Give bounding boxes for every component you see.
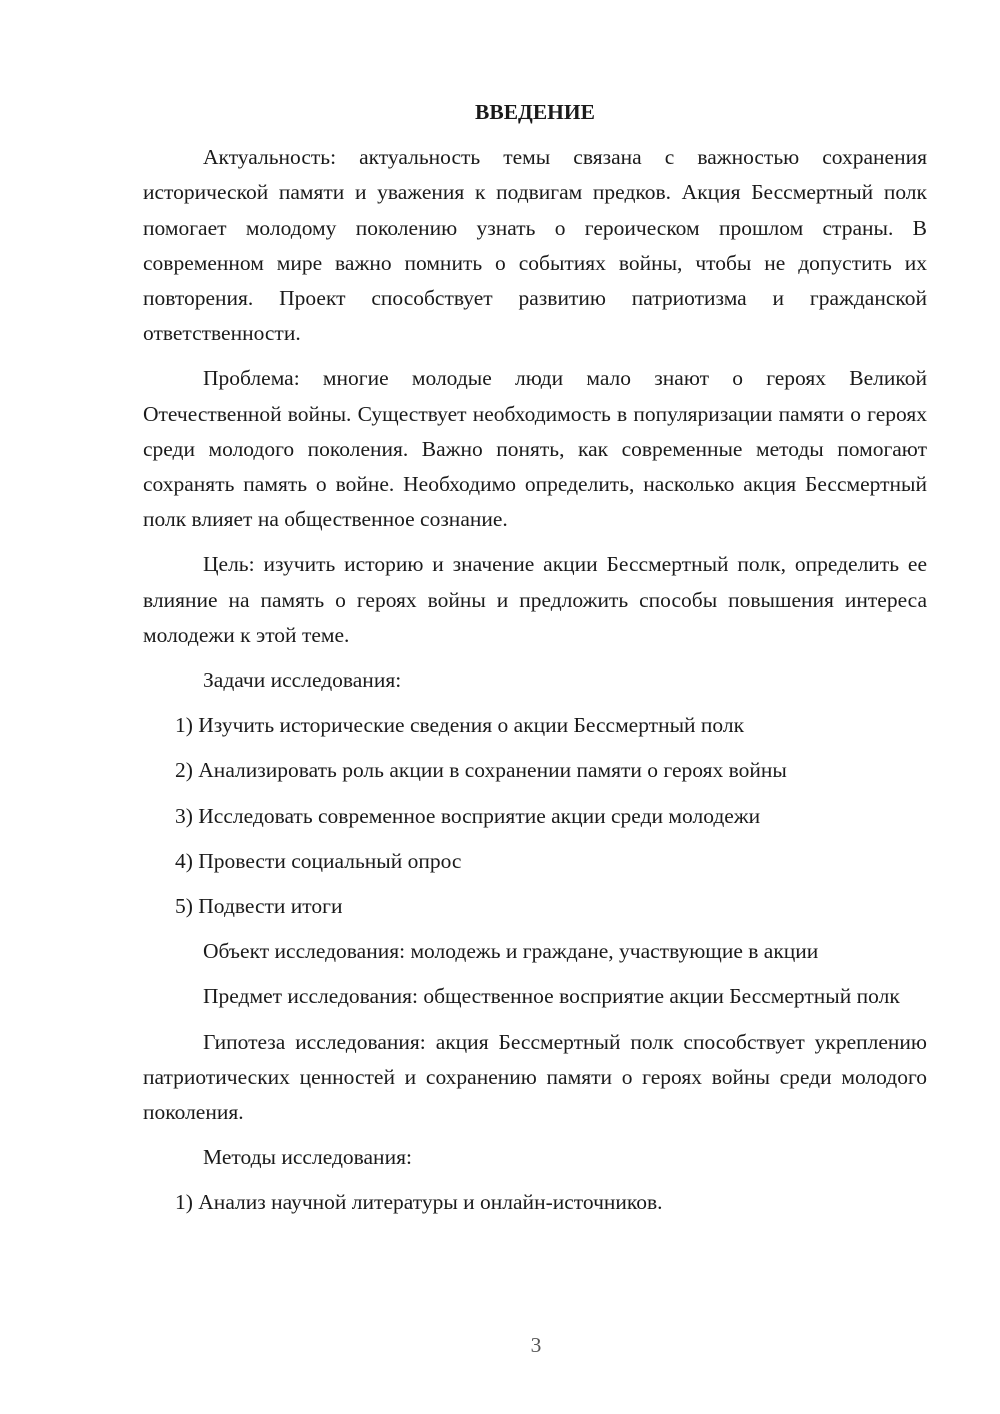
task-item-3: 3) Исследовать современное восприятие акции среди молодежи — [175, 803, 761, 828]
page-content — [143, 95, 927, 1231]
tasks-heading: Задачи исследования: — [203, 668, 402, 693]
paragraph-relevance: Актуальность: актуальность темы связана с важностью сохранения исторической памяти и уважения к подвигам предков. Акция Бессмертный полк помогает молодому поколению узнать о героическом прошлом страны. В современном мире важно помнить о событиях войны, чтобы не допустить их повторения. Проект способствует развитию патриотизма и гражданской ответственности. — [143, 145, 927, 346]
task-item-1: 1) Изучить исторические сведения о акции Бессмертный полк — [175, 713, 745, 738]
task-item-4: 4) Провести социальный опрос — [175, 848, 462, 873]
research-hypothesis: Гипотеза исследования: акция Бессмертный полк способствует укреплению патриотических ценностей и сохранению памяти о героях войны среди молодого поколения. — [143, 1029, 927, 1125]
paragraph-goal: Цель: изучить историю и значение акции Бессмертный полк, определить ее влияние на память о героях войны и предложить способы повышения интереса молодежи к этой теме. — [143, 552, 927, 647]
method-item-1: 1) Анализ научной литературы и онлайн-источников. — [175, 1190, 663, 1215]
section-title: ВВЕДЕНИЕ — [475, 100, 595, 124]
paragraph-problem: Проблема: многие молодые люди мало знают о героях Великой Отечественной войны. Существует необходимость в популяризации памяти о героях среди молодого поколения. Важно понять, как современные методы помогают сохранять память о войне. Необходимо определить, насколько акция Бессмертный полк влияет на общественное сознание. — [143, 366, 927, 532]
research-subject: Предмет исследования: общественное восприятие акции Бессмертный полк — [203, 984, 900, 1009]
methods-heading: Методы исследования: — [203, 1145, 412, 1170]
task-item-5: 5) Подвести итоги — [175, 894, 343, 919]
research-object: Объект исследования: молодежь и граждане, участвующие в акции — [203, 939, 819, 964]
page-number: 3 — [530, 1333, 542, 1357]
task-item-2: 2) Анализировать роль акции в сохранении памяти о героях войны — [175, 758, 787, 783]
